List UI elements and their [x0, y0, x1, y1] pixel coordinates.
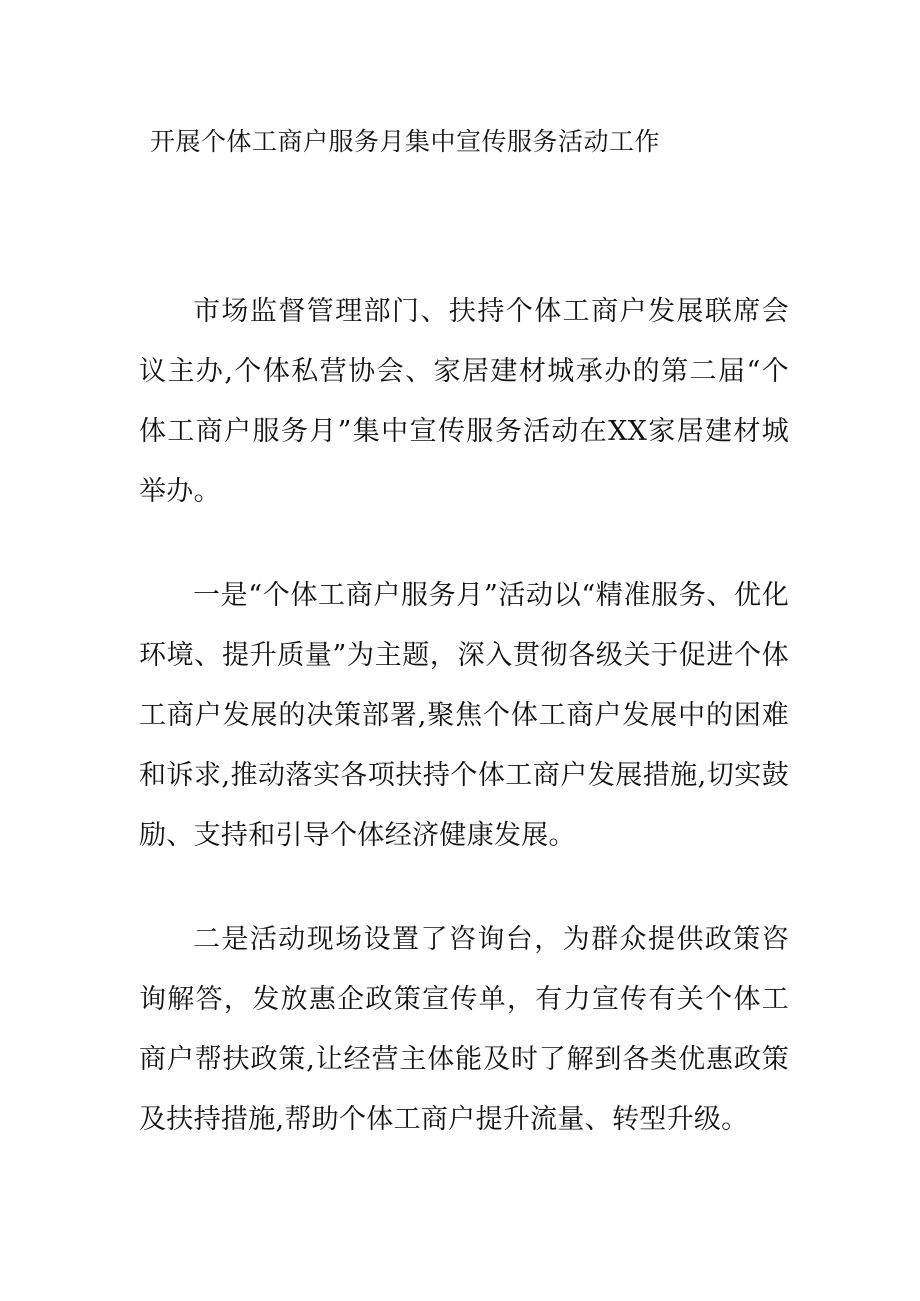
document-title: 开展个体工商户服务月集中宣传服务活动工作 [150, 127, 661, 156]
paragraph-2: 一是“个体工商户服务月”活动以“精准服务、优化环境、提升质量”为主题，深入贯彻各级关于促进个体工商户发展的决策部署,聚焦个体工商户发展中的困难和诉求,推动落实各项扶持个体工商户发展措施,切实鼓励、支持和引导个体经济健康发展。 [139, 580, 789, 851]
paragraph-3: 二是活动现场设置了咨询台，为群众提供政策咨询解答，发放惠企政策宣传单，有力宣传有关个体工商户帮扶政策,让经营主体能及时了解到各类优惠政策及扶持措施,帮助个体工商户提升流量、转型升级。 [139, 924, 789, 1135]
paragraph-1: 市场监督管理部门、扶持个体工商户发展联席会议主办,个体私营协会、家居建材城承办的第二届“个体工商户服务月”集中宣传服务活动在XX家居建材城举办。 [139, 296, 789, 507]
document-body [139, 282, 789, 1194]
